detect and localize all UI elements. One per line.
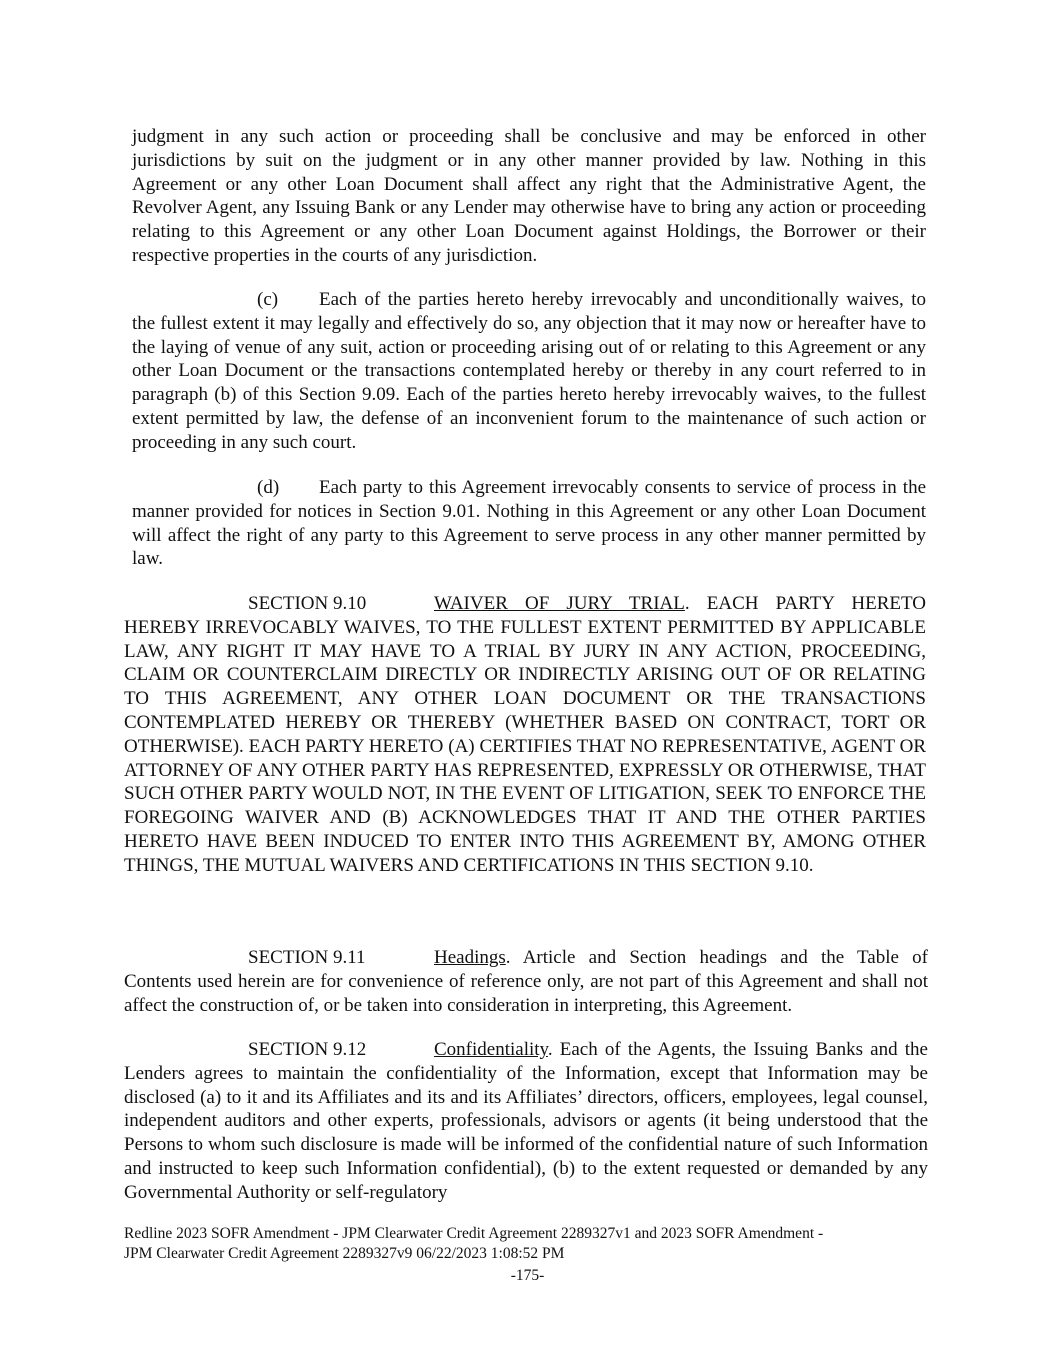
footer-line-2: JPM Clearwater Credit Agreement 2289327v9 06/22/2023 1:08:52 PM bbox=[124, 1244, 565, 1262]
paragraph-marker-d: (d) bbox=[257, 477, 280, 498]
section-text: . Article and Section headings and the Table of Contents used herein are for convenience of reference only, are not part of this Agreement and shall not affect the construction of, or be taken into consideration in interpreting, this Agreement. bbox=[124, 947, 928, 1016]
section-text: . Each of the Agents, the Issuing Banks and the Lenders agrees to maintain the confidentiality of the Information, except that Information may be disclosed (a) to it and its Affiliates and its and its Affiliates’ directors, officers, employees, legal counsel, independent auditors and other experts, professionals, advisors or agents (it being understood that the Persons to whom such disclosure is made will be informed of the confidential nature of such Information and instructed to keep such Information confidential), (b) to the extent requested or demanded by any Governmental Authority or self-regulatory bbox=[124, 1039, 928, 1203]
section-number: SECTION 9.11 bbox=[248, 947, 366, 968]
page-number: -175- bbox=[510, 1267, 545, 1284]
paragraph-text: Each party to this Agreement irrevocably consents to service of process in the manner provided for notices in Section 9.01. Nothing in this Agreement or any other Loan Document will affect the right of any party to this Agreement to serve process in any other manner permitted by law. bbox=[132, 477, 926, 570]
paragraph-text: Each of the parties hereto hereby irrevocably and unconditionally waives, to the fullest extent it may legally and effectively do so, any objection that it may now or hereafter have to the laying of venue of any suit, action or proceeding arising out of or relating to this Agreement or any other Loan Document or the transactions contemplated hereby or thereby in any court referred to in paragraph (b) of this Section 9.09. Each of the parties hereto hereby irrevocably waives, to the fullest extent permitted by law, the defense of an inconvenient forum to the maintenance of such action or proceeding in any such court. bbox=[132, 289, 926, 453]
paragraph-c-venue-waiver bbox=[132, 288, 926, 455]
section-9-11-headings bbox=[124, 946, 928, 1017]
footer-line-1: Redline 2023 SOFR Amendment - JPM Clearwater Credit Agreement 2289327v1 and 2023 SOFR Amendment - bbox=[124, 1225, 824, 1242]
section-heading: Confidentiality bbox=[434, 1039, 548, 1060]
section-number: SECTION 9.12 bbox=[248, 1039, 367, 1060]
paragraph-judgment-continuation bbox=[132, 125, 926, 268]
section-heading: WAIVER OF JURY TRIAL bbox=[434, 593, 685, 614]
section-text: . EACH PARTY HERETO HEREBY IRREVOCABLY WAIVES, TO THE FULLEST EXTENT PERMITTED BY APPLICABLE LAW, ANY RIGHT IT MAY HAVE TO A TRIAL BY JURY IN ANY ACTION, PROCEEDING, CLAIM OR COUNTERCLAIM DIRECTLY OR INDIRECTLY ARISING OUT OF OR RELATING TO THIS AGREEMENT, ANY OTHER LOAN DOCUMENT OR THE TRANSACTIONS CONTEMPLATED HEREBY OR THEREBY (WHETHER BASED ON CONTRACT, TORT OR OTHERWISE). EACH PARTY HERETO (A) CERTIFIES THAT NO REPRESENTATIVE, AGENT OR ATTORNEY OF ANY OTHER PARTY HAS REPRESENTED, EXPRESSLY OR OTHERWISE, THAT SUCH OTHER PARTY WOULD NOT, IN THE EVENT OF LITIGATION, SEEK TO ENFORCE THE FOREGOING WAIVER AND (B) ACKNOWLEDGES THAT IT AND THE OTHER PARTIES HERETO HAVE BEEN INDUCED TO ENTER INTO THIS AGREEMENT BY, AMONG OTHER THINGS, THE MUTUAL WAIVERS AND CERTIFICATIONS IN THIS SECTION 9.10. bbox=[124, 593, 926, 876]
section-number: SECTION 9.10 bbox=[248, 593, 367, 614]
page-footer bbox=[124, 1224, 924, 1263]
paragraph-text: judgment in any such action or proceeding shall be conclusive and may be enforced in other jurisdictions by suit on the judgment or in any other manner provided by law. Nothing in this Agreement or any other Loan Document shall affect any right that the Administrative Agent, the Revolver Agent, any Issuing Bank or any Lender may otherwise have to bring any action or proceeding relating to this Agreement or any other Loan Document against Holdings, the Borrower or their respective properties in the courts of any jurisdiction. bbox=[132, 126, 926, 266]
paragraph-d-service-of-process bbox=[132, 476, 926, 571]
section-heading: Headings bbox=[434, 947, 506, 968]
paragraph-marker-c: (c) bbox=[257, 289, 279, 310]
section-9-12-confidentiality bbox=[124, 1038, 928, 1205]
section-9-10-jury-waiver bbox=[124, 592, 926, 878]
